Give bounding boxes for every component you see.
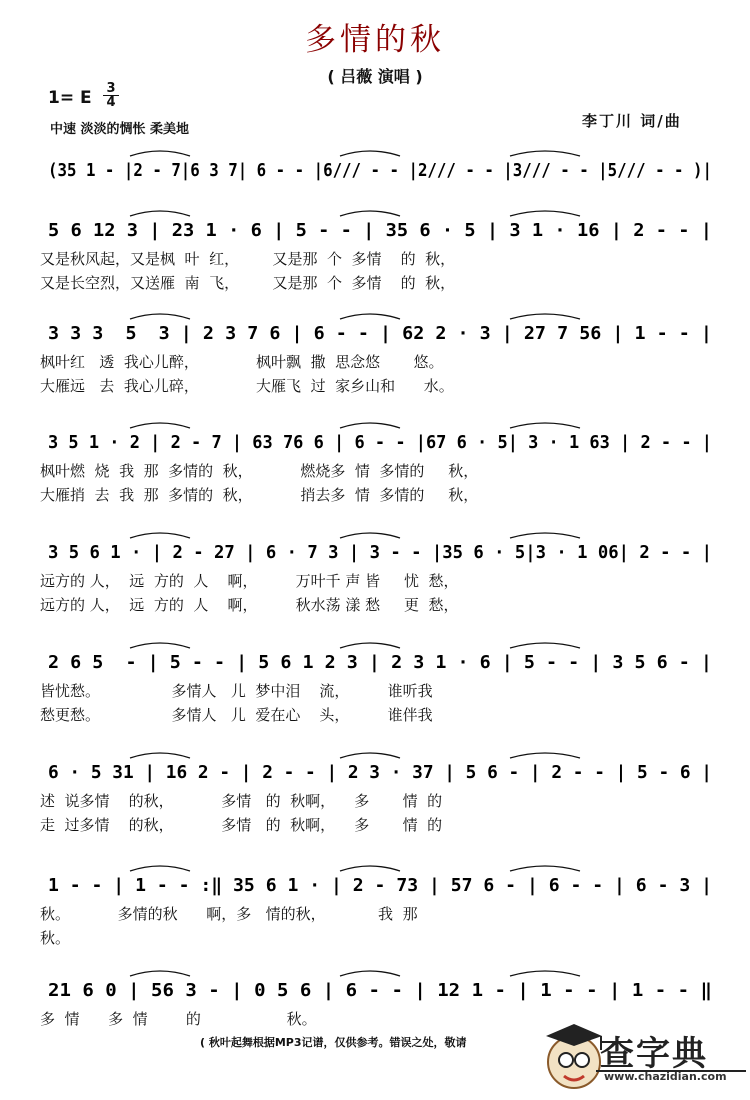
lyric-line: 枫叶燃 烧 我 那 多情的 秋， 燃烧多 情 多情的 秋， bbox=[40, 462, 479, 480]
score-row bbox=[40, 422, 720, 522]
lyric-line: 又是秋风起，又是枫 叶 红， 又是那 个 多情 的 秋， bbox=[40, 250, 456, 268]
lyric-line: 愁更愁。 多情人 儿 爱在心 头， 谁伴我 bbox=[40, 706, 433, 724]
tie-arc bbox=[130, 314, 190, 319]
tie-arc bbox=[130, 423, 190, 428]
tie-arc bbox=[510, 211, 580, 216]
notation-text: 3 5 6 1 · | 2 - 27 | 6 · 7 3 | 3 - - |35 6 · 5|3 · 1 06| 2 - - | bbox=[48, 542, 712, 563]
score-row bbox=[40, 642, 720, 742]
tie-arc bbox=[340, 866, 400, 871]
tie-arc bbox=[510, 866, 580, 871]
logo-url: www.chazidian.com bbox=[604, 1070, 727, 1083]
score-row bbox=[40, 752, 720, 852]
notation-line bbox=[40, 422, 720, 456]
lyric-line: 多 情 多 情 的 秋。 bbox=[40, 1010, 317, 1028]
singer-credit: ( 吕薇 演唱 ) bbox=[327, 67, 423, 86]
score-row bbox=[40, 210, 720, 310]
tie-arc bbox=[510, 643, 580, 648]
key-signature: 1= E bbox=[48, 88, 92, 108]
notation-line bbox=[40, 210, 720, 244]
tie-arc bbox=[510, 423, 580, 428]
tie-arc bbox=[130, 211, 190, 216]
lyric-line: 远方的 人， 远 方的 人 啊， 万叶千 声 皆 忧 愁， bbox=[40, 572, 459, 590]
notation-line bbox=[40, 865, 720, 899]
lyric-line: 大雁捎 去 我 那 多情的 秋， 捎去多 情 多情的 秋， bbox=[40, 486, 479, 504]
notation-text: 3 5 1 · 2 | 2 - 7 | 63 76 6 | 6 - - |67 6 · 5| 3 · 1 63 | 2 - - | bbox=[48, 432, 712, 453]
notation-line bbox=[40, 970, 720, 1004]
tie-arc bbox=[130, 151, 190, 156]
tempo-marking: 中速 淡淡的惆怅 柔美地 bbox=[50, 122, 190, 137]
tie-arc bbox=[340, 971, 400, 976]
tie-arc bbox=[340, 211, 400, 216]
score-row bbox=[40, 532, 720, 632]
lyric-line: 走 过多情 的秋， 多情 的 秋啊， 多 情 的 bbox=[40, 816, 443, 834]
author-credit: 李丁川 词/曲 bbox=[582, 112, 682, 130]
notation-text: (35 1 - |2 - 7|6 3 7| 6 - - |6/// - - |2/// - - |3/// - - |5/// - - )| bbox=[48, 160, 712, 181]
score-row bbox=[40, 865, 720, 965]
tie-arc bbox=[340, 643, 400, 648]
meter-top: 3 bbox=[106, 81, 116, 96]
tie-arc bbox=[340, 753, 400, 758]
notation-line bbox=[40, 532, 720, 566]
tie-arc bbox=[340, 423, 400, 428]
tie-arc bbox=[130, 971, 190, 976]
lyric-line: 远方的 人， 远 方的 人 啊， 秋水荡 漾 愁 更 愁， bbox=[40, 596, 459, 614]
tie-arc bbox=[130, 643, 190, 648]
lyric-line: 又是长空烈，又送雁 南 飞， 又是那 个 多情 的 秋， bbox=[40, 274, 456, 292]
notation-line bbox=[40, 752, 720, 786]
tie-arc bbox=[130, 866, 190, 871]
notation-text: 2 6 5 - | 5 - - | 5 6 1 2 3 | 2 3 1 · 6 | 5 - - | 3 5 6 - | bbox=[48, 652, 712, 673]
tie-arc bbox=[130, 753, 190, 758]
lyric-line: 秋。 多情的秋 啊，多 情的秋， 我 那 bbox=[40, 905, 418, 923]
meter-bottom: 4 bbox=[103, 95, 119, 109]
lyric-line: 大雁远 去 我心儿碎， 大雁飞 过 家乡山和 水。 bbox=[40, 377, 454, 395]
notation-text: 6 · 5 31 | 16 2 - | 2 - - | 2 3 · 37 | 5 6 - | 2 - - | 5 - 6 | bbox=[48, 762, 712, 783]
notation-line bbox=[40, 150, 720, 184]
notation-text: 21 6 0 | 56 3 - | 0 5 6 | 6 - - | 12 1 - | 1 - - | 1 - - ‖ bbox=[48, 980, 712, 1001]
notation-text: 5 6 12 3 | 23 1 · 6 | 5 - - | 35 6 · 5 | 3 1 · 16 | 2 - - | bbox=[48, 220, 712, 241]
notation-line bbox=[40, 313, 720, 347]
time-signature bbox=[103, 82, 119, 109]
song-title: 多情的秋 bbox=[305, 22, 445, 58]
tie-arc bbox=[340, 314, 400, 319]
notation-line bbox=[40, 642, 720, 676]
tie-arc bbox=[510, 753, 580, 758]
logo-text: 查字典 bbox=[600, 1034, 708, 1074]
tie-arc bbox=[510, 533, 580, 538]
lyric-line: 枫叶红 透 我心儿醉， 枫叶飘 撒 思念悠 悠。 bbox=[40, 353, 444, 371]
tie-arc bbox=[130, 533, 190, 538]
lyric-line: 述 说多情 的秋， 多情 的 秋啊， 多 情 的 bbox=[40, 792, 443, 810]
tie-arc bbox=[510, 314, 580, 319]
lyric-line: 秋。 bbox=[40, 929, 71, 947]
tie-arc bbox=[340, 533, 400, 538]
tie-arc bbox=[340, 151, 400, 156]
tie-arc bbox=[510, 151, 580, 156]
score-row bbox=[40, 313, 720, 413]
lyric-line: 皆忧愁。 多情人 儿 梦中泪 流， 谁听我 bbox=[40, 682, 433, 700]
notation-text: 3 3 3 5 3 | 2 3 7 6 | 6 - - | 62 2 · 3 | 27 7 56 | 1 - - | bbox=[48, 323, 712, 344]
tie-arc bbox=[510, 971, 580, 976]
footer-note: ( 秋叶起舞根据MP3记谱，仅供参考。错误之处，敬请 bbox=[200, 1036, 467, 1049]
notation-text: 1 - - | 1 - - :‖ 35 6 1 · | 2 - 73 | 57 6 - | 6 - - | 6 - 3 | bbox=[48, 875, 712, 896]
